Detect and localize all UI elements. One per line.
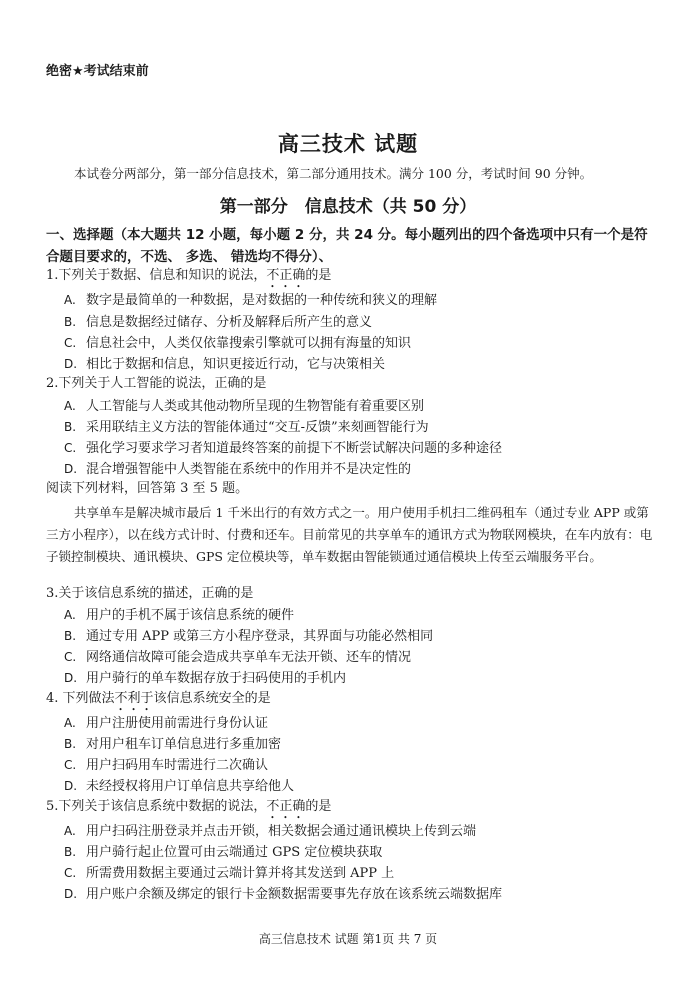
option-letter: B.: [64, 845, 77, 859]
option-text: 网络通信故障可能会造成共享单车无法开锁、还车的情况: [86, 650, 412, 665]
question-1-emphasis: 不正确: [266, 268, 306, 283]
option-letter: C.: [64, 650, 77, 664]
confidential-label: 绝密★考试结束前: [46, 64, 149, 79]
question-3-option-c[interactable]: [64, 647, 411, 668]
option-letter: D.: [64, 887, 78, 901]
question-5-option-b[interactable]: [64, 842, 382, 863]
option-text: 强化学习要求学习者知道最终答案的前提下不断尝试解决问题的多种途径: [86, 441, 503, 456]
option-letter: B.: [64, 315, 77, 329]
reading-instruction: 阅读下列材料，回答第 3 至 5 题。: [46, 481, 249, 496]
option-letter: D.: [64, 671, 78, 685]
option-text: 用户扫码注册登录并点击开锁，相关数据会通过通讯模块上传到云端: [86, 824, 477, 839]
option-letter: C.: [64, 336, 77, 350]
option-text: 所需费用数据主要通过云端计算并将其发送到 APP 上: [86, 866, 395, 881]
option-text: 采用联结主义方法的智能体通过“交互-反馈”来刻画智能行为: [86, 420, 429, 435]
question-4-emphasis: 不利于: [114, 691, 154, 706]
question-5-stem: [46, 797, 331, 822]
question-4-option-c[interactable]: [64, 755, 268, 776]
question-2-option-b[interactable]: [64, 417, 429, 438]
option-text: 通过专用 APP 或第三方小程序登录，其界面与功能必然相同: [86, 629, 434, 644]
question-4-stem-tail: 该信息系统安全的是: [153, 691, 271, 706]
option-letter: D.: [64, 462, 78, 476]
option-text: 未经授权将用户订单信息共享给他人: [86, 779, 295, 794]
question-5-stem-text: 5.下列关于该信息系统中数据的说法，: [46, 799, 267, 814]
question-5-option-d[interactable]: [64, 884, 502, 905]
option-letter: C.: [64, 441, 77, 455]
question-3-option-b[interactable]: [64, 626, 433, 647]
option-letter: B.: [64, 420, 77, 434]
question-3-stem: 3.关于该信息系统的描述，正确的是: [46, 586, 254, 601]
option-text: 用户账户余额及绑定的银行卡金额数据需要事先存放在该系统云端数据库: [86, 887, 503, 902]
option-letter: C.: [64, 758, 77, 772]
option-text: 信息社会中，人类仅依靠搜索引擎就可以拥有海量的知识: [86, 336, 412, 351]
option-letter: B.: [64, 737, 77, 751]
option-text: 用户的手机不属于该信息系统的硬件: [86, 608, 295, 623]
question-1-stem: [46, 266, 331, 291]
option-letter: A.: [64, 824, 76, 838]
question-1-option-d[interactable]: [64, 354, 385, 375]
question-1-option-c[interactable]: [64, 333, 411, 354]
question-2-option-c[interactable]: [64, 438, 502, 459]
question-2-option-a[interactable]: [64, 396, 424, 417]
option-text: 用户骑行起止位置可由云端通过 GPS 定位模块获取: [86, 845, 383, 860]
question-5-stem-tail: 的是: [305, 799, 332, 814]
option-text: 用户扫码用车时需进行二次确认: [86, 758, 269, 773]
option-letter: A.: [64, 716, 76, 730]
option-text: 对用户租车订单信息进行多重加密: [86, 737, 282, 752]
question-3-option-d[interactable]: [64, 668, 346, 689]
question-4-option-b[interactable]: [64, 734, 281, 755]
question-5-option-c[interactable]: [64, 863, 394, 884]
option-letter: D.: [64, 357, 78, 371]
question-5-option-a[interactable]: [64, 821, 476, 842]
option-text: 用户骑行的单车数据存放于扫码使用的手机内: [86, 671, 347, 686]
question-1-stem-tail: 的是: [305, 268, 332, 283]
section-heading: 一、选择题（本大题共 12 小题，每小题 2 分，共 24 分。每小题列出的四个备选项中只有一个是符合题目要求的，不选、 多选、 错选均不得分）、: [46, 227, 648, 265]
question-4-stem-text: 4. 下列做法: [46, 691, 115, 706]
option-letter: C.: [64, 866, 77, 880]
question-3-option-a[interactable]: [64, 605, 294, 626]
question-1-stem-text: 1.下列关于数据、信息和知识的说法，: [46, 268, 267, 283]
option-letter: A.: [64, 293, 76, 307]
option-text: 相比于数据和信息，知识更接近行动，它与决策相关: [86, 357, 386, 372]
option-text: 用户注册使用前需进行身份认证: [86, 716, 269, 731]
page-footer: 高三信息技术 试题 第1页 共 7 页: [258, 932, 438, 946]
option-letter: A.: [64, 399, 76, 413]
option-letter: B.: [64, 629, 77, 643]
question-2-option-d[interactable]: [64, 459, 411, 480]
option-letter: A.: [64, 608, 76, 622]
option-letter: D.: [64, 779, 78, 793]
question-4-option-a[interactable]: [64, 713, 268, 734]
question-1-option-a[interactable]: [64, 290, 437, 311]
option-text: 混合增强智能中人类智能在系统中的作用并不是决定性的: [86, 462, 412, 477]
option-text: 人工智能与人类或其他动物所呈现的生物智能有着重要区别: [86, 399, 425, 414]
question-5-emphasis: 不正确: [266, 799, 306, 814]
reading-material: 共享单车是解决城市最后 1 千米出行的有效方式之一。用户使用手机扫二维码租车（通过专业 APP 或第三方小程序），以在线方式计时、付费和还车。目前常见的共享单车的通讯方式为物联网模块，在车内放有：电子锁控制模块、通讯模块、GPS 定位模块等，单车数据由智能锁通过通信模块上传至云端服务平台。: [46, 505, 653, 564]
exam-intro: 本试卷分两部分，第一部分信息技术，第二部分通用技术。满分 100 分，考试时间 90 分钟。: [74, 166, 593, 181]
question-4-stem: [46, 689, 271, 714]
question-1-option-b[interactable]: [64, 312, 372, 333]
option-text: 数字是最简单的一种数据，是对数据的一种传统和狭义的理解: [86, 293, 438, 308]
question-2-stem: 2.下列关于人工智能的说法，正确的是: [46, 376, 267, 391]
exam-title: 高三技术 试题: [277, 132, 419, 156]
question-4-option-d[interactable]: [64, 776, 294, 797]
part-title: 第一部分 信息技术（共 50 分）: [219, 197, 477, 217]
option-text: 信息是数据经过储存、分析及解释后所产生的意义: [86, 315, 373, 330]
